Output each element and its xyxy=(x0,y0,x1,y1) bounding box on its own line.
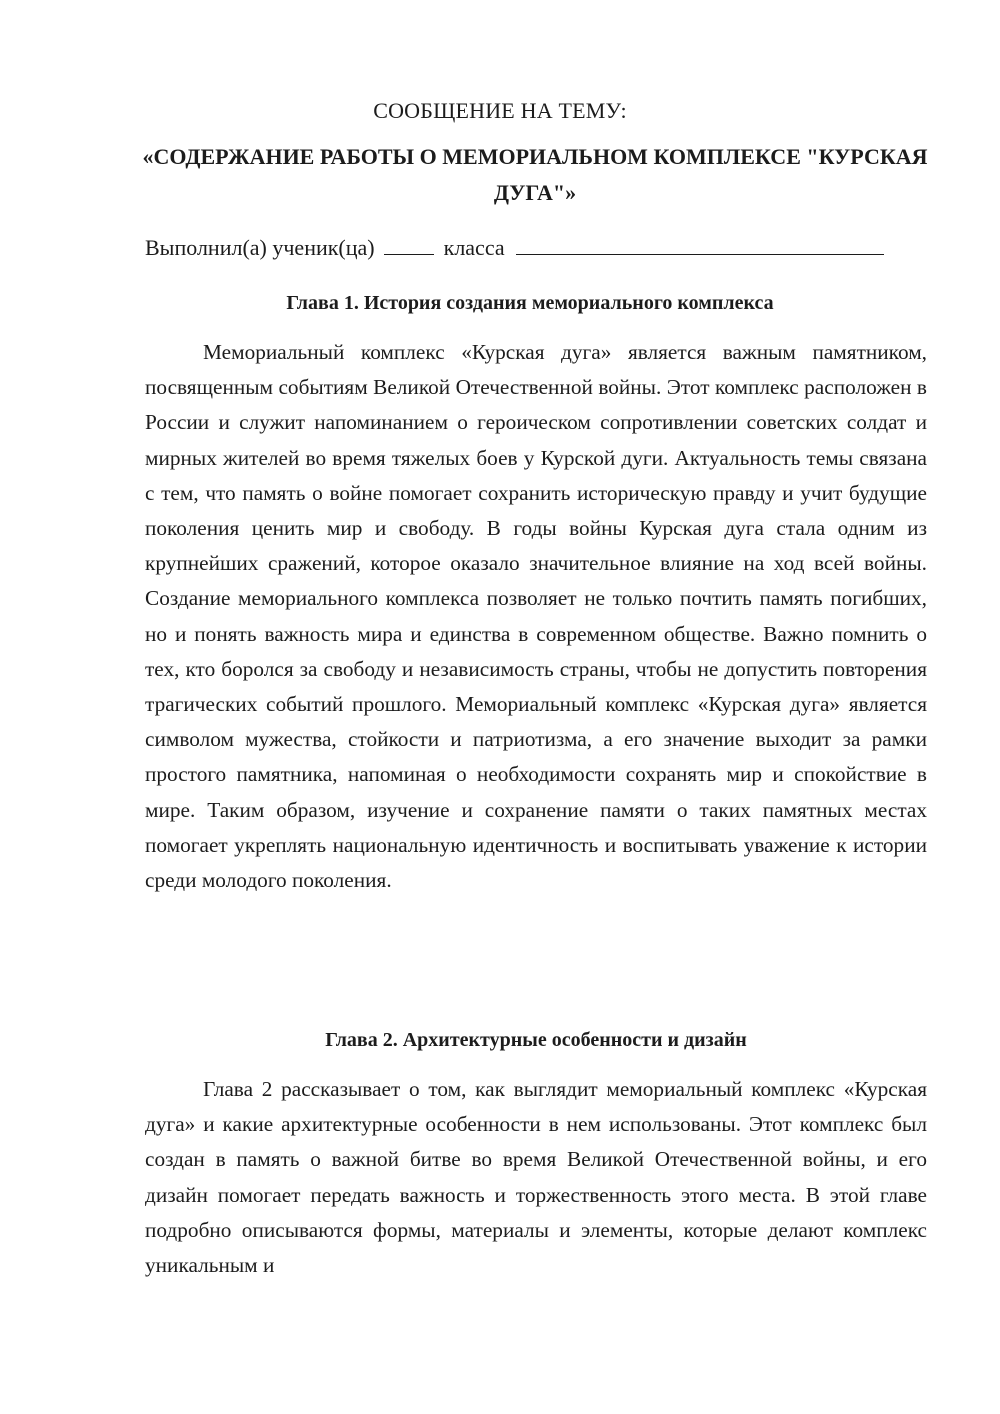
document-title: «СОДЕРЖАНИЕ РАБОТЫ О МЕМОРИАЛЬНОМ КОМПЛЕКСЕ "КУРСКАЯ ДУГА"» xyxy=(142,144,928,205)
name-blank xyxy=(516,232,884,255)
performer-label: Выполнил(а) ученик(ца) xyxy=(145,235,375,260)
chapter-2-heading: Глава 2. Архитектурные особенности и дизайн xyxy=(325,1029,747,1051)
chapter-2-text: Глава 2 рассказывает о том, как выглядит мемориальный комплекс «Курская дуга» и какие архитектурные особенности в нем использованы. Этот комплекс был создан в память о важной битве во время Великой Отечественной войны, и его дизайн помогает передать важность и торжественность этого места. В этой главе подробно описываются формы, материалы и элементы, которые делают комплекс уникальным и xyxy=(145,1077,927,1278)
chapter-1-text: Мемориальный комплекс «Курская дуга» является важным памятником, посвященным событиям Великой Отечественной войны. Этот комплекс расположен в России и служит напоминанием о героическом сопротивлении советских солдат и мирных жителей во время тяжелых боев у Курской дуги. Актуальность темы связана с тем, что память о войне помогает сохранить историческую правду и учит будущие поколения ценить мир и свободу. В годы войны Курская дуга стала одним из крупнейших сражений, которое оказало значительное влияние на ход всей войны. Создание мемориального комплекса позволяет не только почтить память погибших, но и понять важность мира и единства в современном обществе. Важно помнить о тех, кто боролся за свободу и независимость страны, чтобы не допустить повторения трагических событий прошлого. Мемориальный комплекс «Курская дуга» является символом мужества, стойкости и патриотизма, а его значение выходит за рамки простого памятника, напоминая о необходимости сохранять мир и спокойствие в мире. Таким образом, изучение и сохранение памяти о таких памятных местах помогает укреплять национальную идентичность и воспитывать уважение к истории среди молодого поколения. xyxy=(145,340,927,893)
chapter-1-heading: Глава 1. История создания мемориального комплекса xyxy=(286,292,774,314)
author-line xyxy=(145,232,935,263)
document-type: СООБЩЕНИЕ НА ТЕМУ: xyxy=(373,98,627,123)
class-blank xyxy=(384,232,434,255)
class-label: класса xyxy=(443,235,505,260)
